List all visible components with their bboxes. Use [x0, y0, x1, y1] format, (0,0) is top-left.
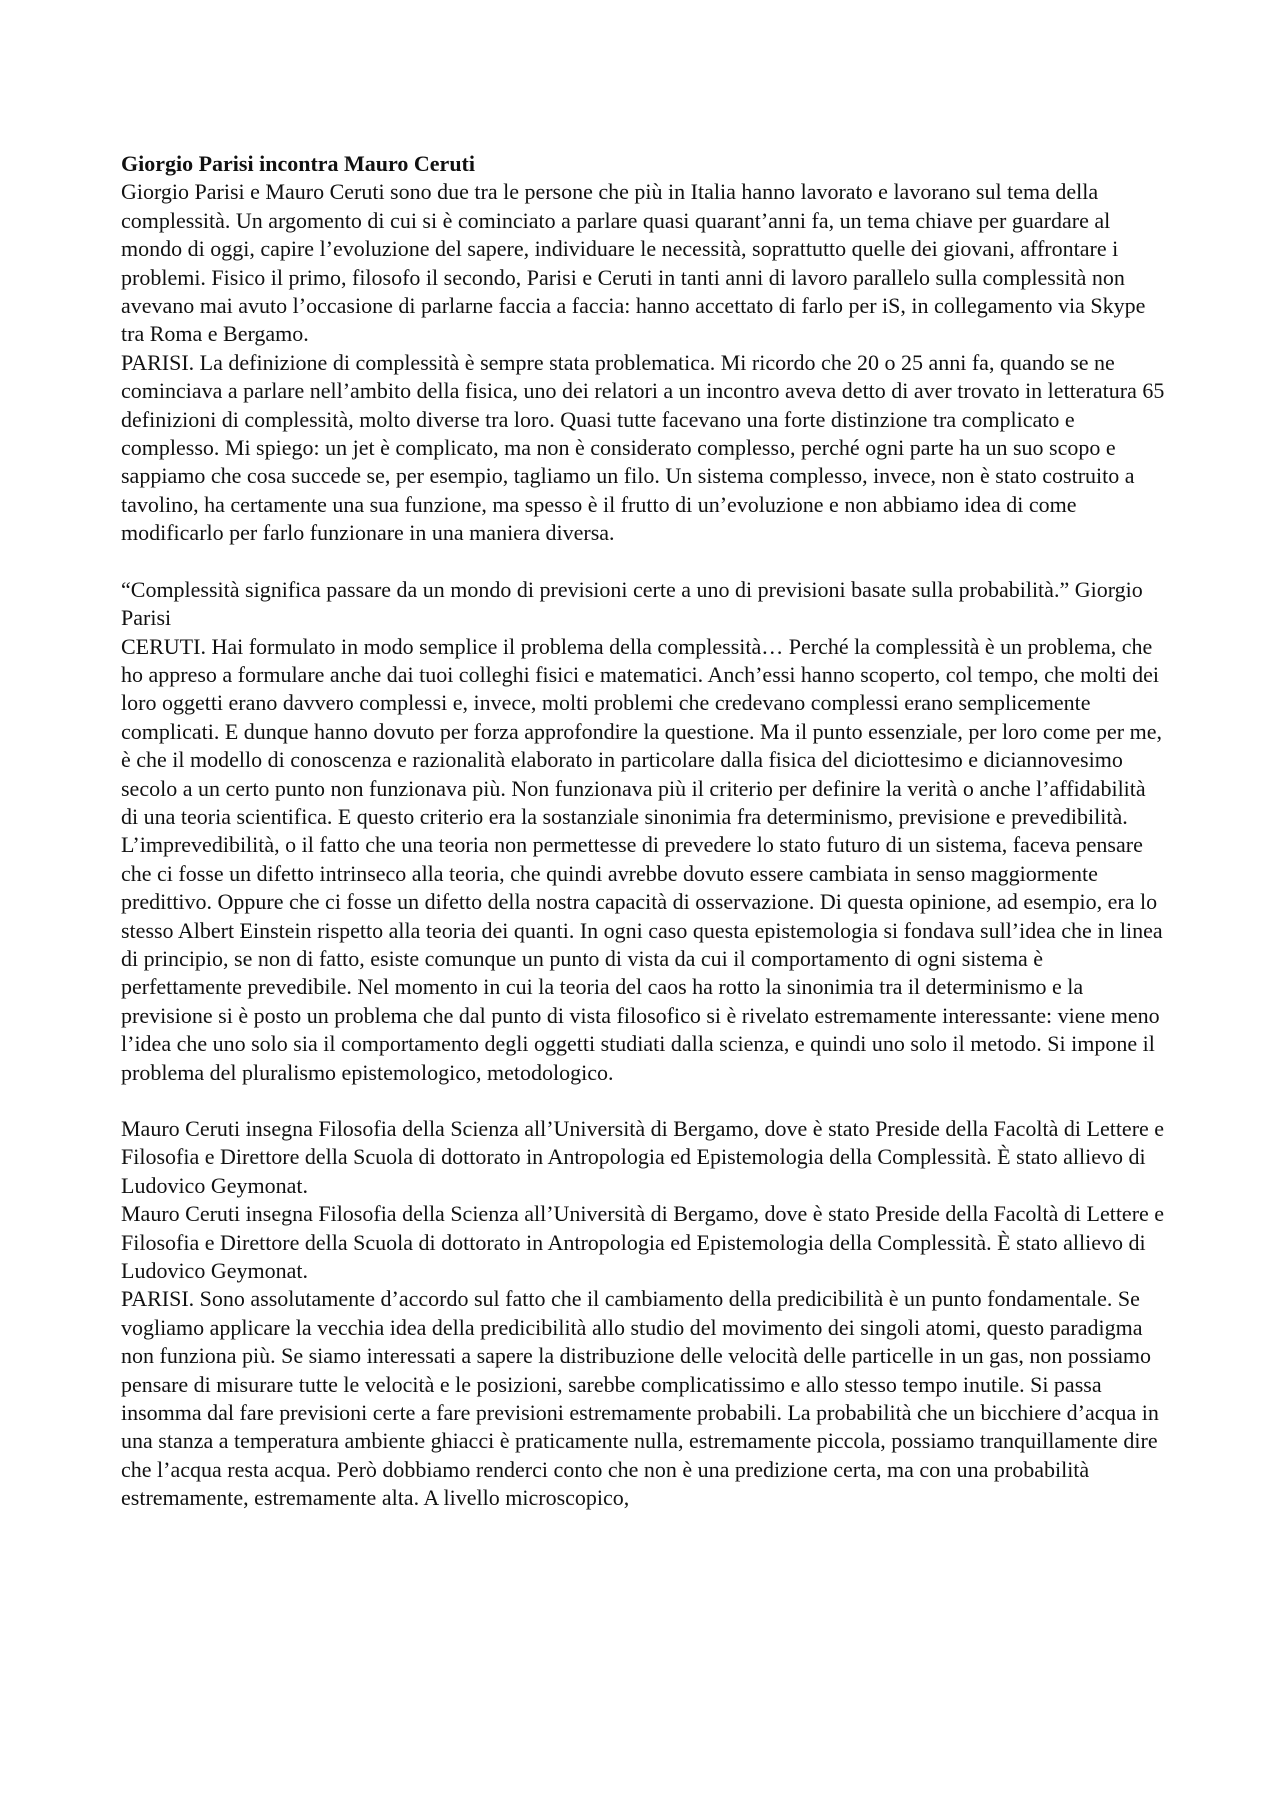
intro-paragraph: Giorgio Parisi e Mauro Ceruti sono due tra le persone che più in Italia hanno lavorato e lavorano sul tema della complessità. Un argomento di cui si è cominciato a parlare quasi quarant’anni fa, un tema chiave per guardare al mondo di oggi, capire l’evoluzione del sapere, individuare le necessità, soprattutto quelle dei giovani, affrontare i problemi. Fisico il primo, filosofo il secondo, Parisi e Ceruti in tanti anni di lavoro parallelo sulla complessità non avevano mai avuto l’occasione di parlarne faccia a faccia: hanno accettato di farlo per iS, in collegamento via Skype tra Roma e Bergamo. — [121, 179, 1146, 347]
ceruti-answer-1: CERUTI. Hai formulato in modo semplice il problema della complessità… Perché la complessità è un problema, che ho appreso a formulare anche dai tuoi colleghi fisici e matematici. Anch’essi hanno scoperto, col tempo, che molti dei loro oggetti erano davvero complessi e, invece, molti problemi che credevano complessi erano semplicemente complicati. E dunque hanno dovuto per forza approfondire la questione. Ma il punto essenziale, per loro come per me, è che il modello di conoscenza e razionalità elaborato in particolare dalla fisica del diciottesimo e diciannovesimo secolo a un certo punto non funzionava più. Non funzionava più il criterio per definire la verità o anche l’affidabilità di una teoria scientifica. E questo criterio era la sostanziale sinonimia fra determinismo, previsione e prevedibilità. L’imprevedibilità, o il fatto che una teoria non permettesse di prevedere lo stato futuro di un sistema, faceva pensare che ci fosse un difetto intrinseco alla teoria, che quindi avrebbe dovuto essere cambiata in senso maggiormente predittivo. Oppure che ci fosse un difetto della nostra capacità di osservazione. Di questa opinione, ad esempio, era lo stesso Albert Einstein rispetto alla teoria dei quanti. In ogni caso questa epistemologia si fondava sull’idea che in linea di principio, se non di fatto, esiste comunque un punto di vista da cui il comportamento di ogni sistema è perfettamente prevedibile. Nel momento in cui la teoria del caos ha rotto la sinonimia tra il determinismo e la previsione si è posto un problema che dal punto di vista filosofico si è rivelato estremamente interessante: viene meno l’idea che uno solo sia il comportamento degli oggetti studiati dalla scienza, e quindi uno solo il metodo. Si impone il problema del pluralismo epistemologico, metodologico. — [121, 633, 1163, 1085]
paragraph-spacer — [121, 1087, 1166, 1115]
paragraph-spacer — [121, 548, 1166, 576]
parisi-answer-2: PARISI. Sono assolutamente d’accordo sul fatto che il cambiamento della predicibilità è un punto fondamentale. Se vogliamo applicare la vecchia idea della predicibilità allo studio del movimento dei singoli atomi, questo paradigma non funziona più. Se siamo interessati a sapere la distribuzione delle velocità delle particelle in un gas, non possiamo pensare di misurare tutte le velocità e le posizioni, sarebbe complicatissimo e allo stesso tempo inutile. Si passa insomma dal fare previsioni certe a fare previsioni estremamente probabili. La probabilità che un bicchiere d’acqua in una stanza a temperatura ambiente ghiacci è praticamente nulla, estremamente piccola, possiamo tranquillamente dire che l’acqua resta acqua. Però dobbiamo renderci conto che non è una predizione certa, ma con una probabilità estremamente, estremamente alta. A livello microscopico, — [121, 1286, 1159, 1511]
ceruti-bio-1: Mauro Ceruti insegna Filosofia della Scienza all’Università di Bergamo, dove è stato Preside della Facoltà di Lettere e Filosofia e Direttore della Scuola di dottorato in Antropologia ed Epistemologia della Complessità. È stato allievo di Ludovico Geymonat. — [121, 1116, 1165, 1198]
parisi-quote: “Complessità significa passare da un mondo di previsioni certe a uno di previsioni basate sulla probabilità.” Giorgio Parisi — [121, 576, 1143, 631]
ceruti-bio-2: Mauro Ceruti insegna Filosofia della Scienza all’Università di Bergamo, dove è stato Preside della Facoltà di Lettere e Filosofia e Direttore della Scuola di dottorato in Antropologia ed Epistemologia della Complessità. È stato allievo di Ludovico Geymonat. — [121, 1201, 1165, 1284]
parisi-answer-1: PARISI. La definizione di complessità è sempre stata problematica. Mi ricordo che 20 o 25 anni fa, quando se ne cominciava a parlare nell’ambito della fisica, uno dei relatori a un incontro aveva detto di aver trovato in letteratura 65 definizioni di complessità, molto diverse tra loro. Quasi tutte facevano una forte distinzione tra complicato e complesso. Mi spiego: un jet è complicato, ma non è considerato complesso, perché ogni parte ha un suo scopo e sappiamo che cosa succede se, per esempio, tagliamo un filo. Un sistema complesso, invece, non è stato costruito a tavolino, ha certamente una sua funzione, ma spesso è il frutto di un’evoluzione e non abbiamo idea di come modificarlo per farlo funzionare in una maniera diversa. — [121, 349, 1165, 546]
article-title: Giorgio Parisi incontra Mauro Ceruti — [121, 151, 475, 176]
document-page — [121, 150, 1166, 1513]
